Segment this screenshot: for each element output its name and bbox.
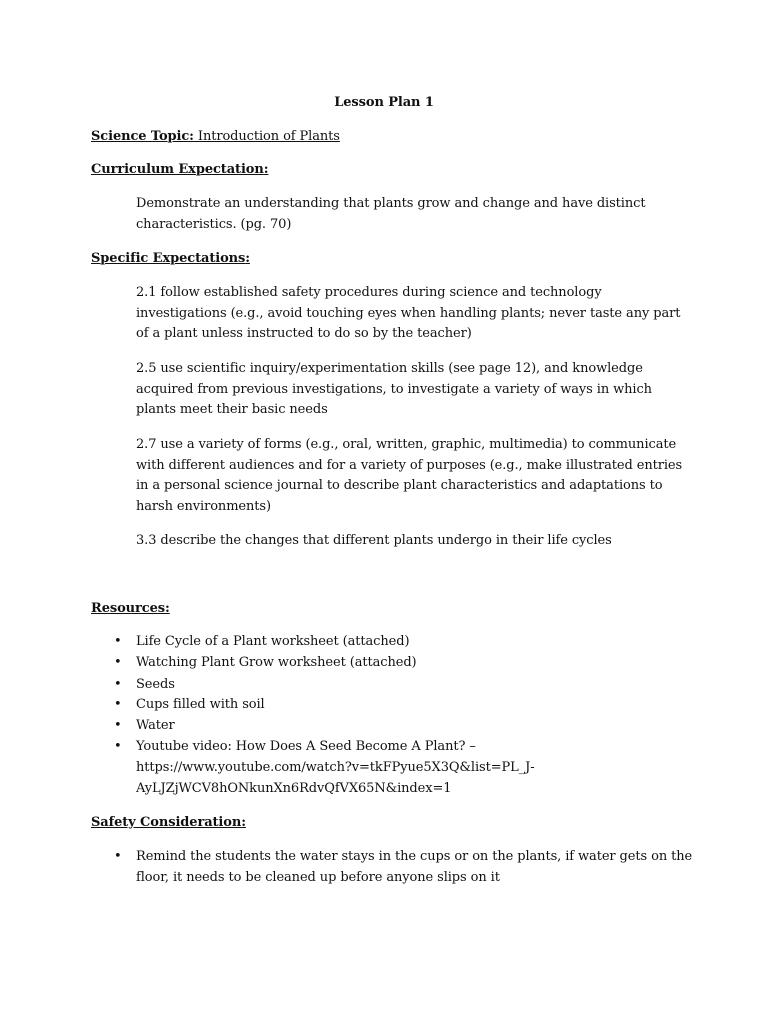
specific-expectations-heading: Specific Expectations: <box>91 251 250 266</box>
science-topic-value: Introduction of Plants <box>193 129 340 144</box>
safety-item-line: floor, it needs to be cleaned up before anyone slips on it <box>136 870 500 885</box>
specific-expectations-label: Specific Expectations <box>91 251 246 266</box>
bullet-marker: • <box>114 655 122 670</box>
resource-item: Watching Plant Grow worksheet (attached) <box>136 655 417 670</box>
expectation-line: 2.5 use scientific inquiry/experimentation skills (see page 12), and knowledge <box>136 361 643 376</box>
expectation-line: harsh environments) <box>136 499 271 514</box>
resource-item: Seeds <box>136 677 175 692</box>
resource-url-line[interactable]: AyLJZjWCV8hONkunXn6RdvQfVX65N&index=1 <box>136 781 452 796</box>
bullet-marker: • <box>114 697 122 712</box>
bullet-marker: • <box>114 849 122 864</box>
resource-item: Cups filled with soil <box>136 697 265 712</box>
resource-url-line[interactable]: https://www.youtube.com/watch?v=tkFPyue5X3Q&list=PL_J- <box>136 760 535 775</box>
curriculum-expectation-heading: Curriculum Expectation: <box>91 162 269 177</box>
science-topic-row <box>91 127 340 147</box>
curriculum-expectation-line: Demonstrate an understanding that plants grow and change and have distinct <box>136 196 646 211</box>
expectation-line: plants meet their basic needs <box>136 402 328 417</box>
expectation-line: 2.7 use a variety of forms (e.g., oral, written, graphic, multimedia) to communicate <box>136 437 677 452</box>
resource-item: Life Cycle of a Plant worksheet (attached) <box>136 634 410 649</box>
resources-heading: Resources: <box>91 601 170 616</box>
bullet-marker: • <box>114 718 122 733</box>
expectation-line: 3.3 describe the changes that different plants undergo in their life cycles <box>136 533 612 548</box>
expectation-line: acquired from previous investigations, to investigate a variety of ways in which <box>136 382 652 397</box>
expectation-line: with different audiences and for a variety of purposes (e.g., make illustrated entries <box>136 458 683 473</box>
resources-label: Resources <box>91 601 165 616</box>
expectation-line: in a personal science journal to describe plant characteristics and adaptations to <box>136 478 663 493</box>
expectation-line: of a plant unless instructed to do so by the teacher) <box>136 326 472 341</box>
expectation-line: investigations (e.g., avoid touching eyes when handling plants; never taste any part <box>136 306 681 321</box>
safety-item-line: Remind the students the water stays in the cups or on the plants, if water gets on the <box>136 849 693 864</box>
curriculum-expectation-line: characteristics. (pg. 70) <box>136 217 292 232</box>
science-topic-label: Science Topic: <box>91 129 194 144</box>
safety-consideration-label: Safety Consideration <box>91 815 242 830</box>
resource-item: Youtube video: How Does A Seed Become A Plant? – <box>136 739 476 754</box>
page-title: Lesson Plan 1 <box>334 95 434 110</box>
expectation-line: 2.1 follow established safety procedures during science and technology <box>136 285 602 300</box>
bullet-marker: • <box>114 634 122 649</box>
safety-consideration-heading: Safety Consideration: <box>91 815 246 830</box>
resource-item: Water <box>136 718 175 733</box>
bullet-marker: • <box>114 739 122 754</box>
bullet-marker: • <box>114 677 122 692</box>
curriculum-expectation-label: Curriculum Expectation <box>91 162 264 177</box>
